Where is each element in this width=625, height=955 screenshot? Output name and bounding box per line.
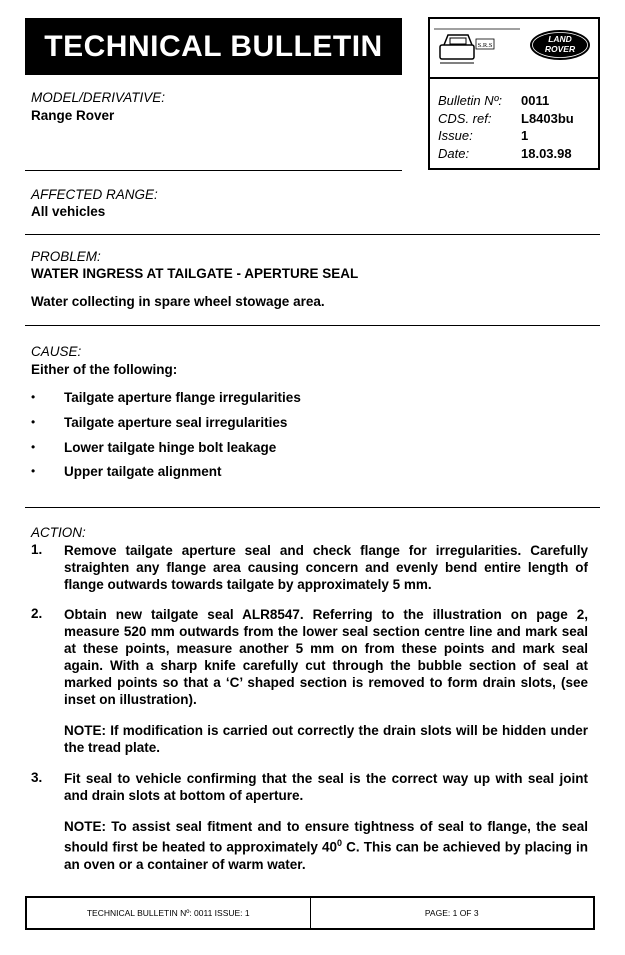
bulletin-info-box (428, 17, 600, 170)
problem-label: PROBLEM: (31, 249, 101, 264)
action-note-1: NOTE: If modification is carried out correctly the drain slots will be hidden under the tread plate. (64, 723, 588, 755)
problem-heading: WATER INGRESS AT TAILGATE - APERTURE SEAL (31, 266, 359, 281)
date-label: Date: (438, 145, 470, 161)
action-step-2: Obtain new tailgate seal ALR8547. Referring to the illustration on page 2, measure 520 mm outwards from the lower seal section centre line and mark seal at these points, measure another 5 mm on from these points and mark seal again. With a sharp knife carefully cut through the bubble section of seal at marked points so that a ‘C’ shaped section is removed to form drain slots, (see inset on illustration). (64, 607, 588, 707)
action-label: ACTION: (31, 525, 86, 540)
land-rover-logo (530, 30, 590, 60)
bullet-icon: • (31, 440, 36, 454)
footer-page-number: PAGE: 1 OF 3 (310, 898, 594, 928)
brand-line2: ROVER (544, 44, 576, 54)
model-value: Range Rover (31, 108, 115, 123)
cds-ref-label: CDS. ref: (438, 110, 492, 126)
srs-text: S.R.S (477, 42, 493, 49)
action-note-2 (64, 818, 588, 873)
divider (25, 234, 600, 235)
divider (25, 325, 600, 326)
cause-item: Upper tailgate alignment (64, 464, 222, 479)
cds-ref-value: L8403bu (521, 110, 574, 126)
car-icon (440, 35, 474, 63)
step-number: 2. (31, 606, 43, 621)
divider (25, 507, 600, 508)
date-value: 18.03.98 (521, 145, 572, 161)
affected-range-value: All vehicles (31, 204, 106, 219)
logos-svg (430, 19, 598, 75)
cause-item: Tailgate aperture seal irregularities (64, 415, 288, 430)
bulletin-number-label: Bulletin Nº: (438, 93, 502, 108)
cause-item: Lower tailgate hinge bolt leakage (64, 440, 277, 455)
degree-superscript: 0 (337, 838, 343, 848)
step-number: 3. (31, 770, 43, 785)
note-text-part2: C. This can be achieved by placing in an oven or a container of warm water. (64, 839, 588, 872)
cause-intro: Either of the following: (31, 362, 178, 377)
logo-area (430, 19, 598, 79)
page-footer (25, 896, 595, 930)
bulletin-number-value: 0011 (521, 93, 550, 108)
problem-text: Water collecting in spare wheel stowage area. (31, 294, 325, 309)
cause-label: CAUSE: (31, 344, 82, 359)
bulletin-info-table (438, 92, 574, 162)
action-step-3: Fit seal to vehicle confirming that the seal is the correct way up with seal joint and drain slots at bottom of aperture. (64, 771, 588, 803)
issue-value: 1 (521, 128, 529, 143)
issue-label: Issue: (438, 128, 473, 143)
bullet-icon: • (31, 415, 36, 429)
bullet-icon: • (31, 390, 36, 404)
divider (25, 170, 402, 171)
srs-badge (476, 39, 494, 49)
note-text-part1: NOTE: To assist seal fitment and to ensure tightness of seal to flange, the seal should first be heated to approximately 40 (64, 819, 588, 855)
model-label: MODEL/DERIVATIVE: (31, 90, 166, 105)
affected-range-label: AFFECTED RANGE: (31, 187, 158, 202)
brand-line1: LAND (548, 34, 572, 44)
footer-bulletin-ref: TECHNICAL BULLETIN Nº: 0011 ISSUE: 1 (86, 908, 250, 918)
bullet-icon: • (31, 464, 36, 478)
step-number: 1. (31, 542, 43, 557)
cause-item: Tailgate aperture flange irregularities (64, 390, 301, 405)
action-step-1: Remove tailgate aperture seal and check flange for irregularities. Carefully straighten any flange area causing concern and evenly bend entire length of flange outwards towards tailgate by approximately 5 mm. (64, 543, 588, 592)
bulletin-title: TECHNICAL BULLETIN (25, 18, 402, 75)
